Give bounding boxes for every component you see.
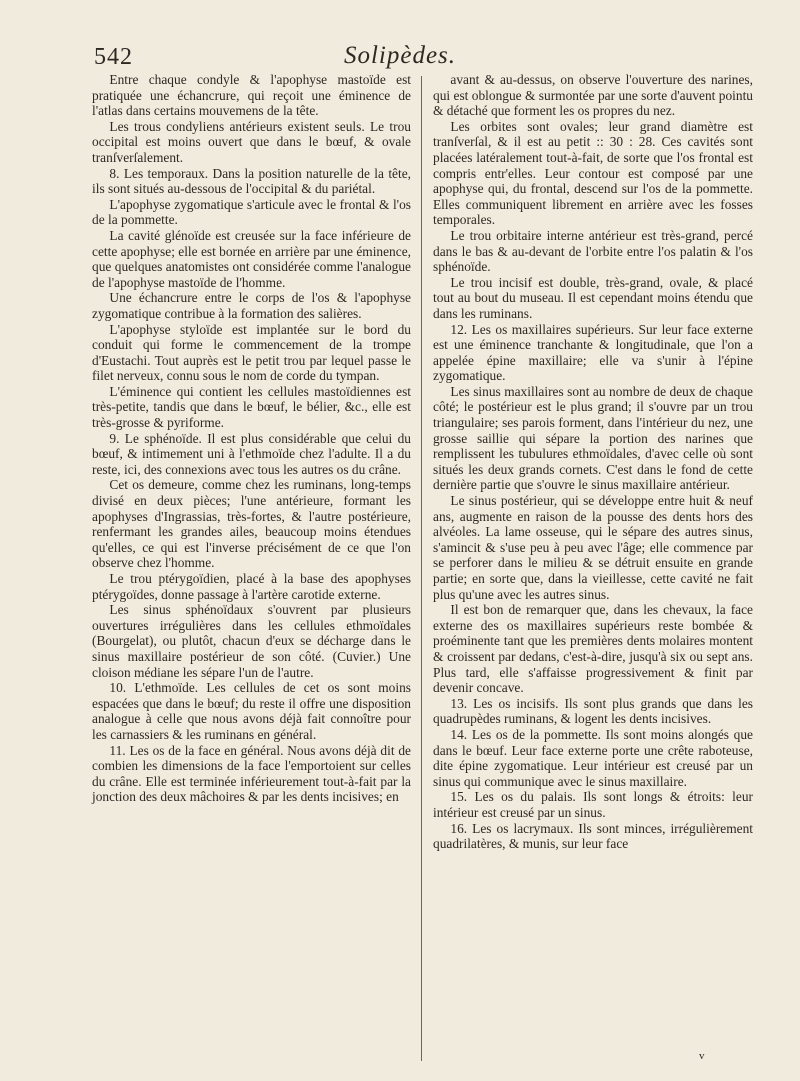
paragraph: Le trou orbitaire interne antérieur est très-grand, percé dans le bas & au-devant de l'orbite entre l'os palatin & l'os sphénoïde.	[433, 227, 753, 275]
paragraph: Les orbites sont ovales; leur grand diamètre est tranſverſal, & il est au petit :: 30 : 28. Ces cavités sont placées latéralement tout-à-fait, de sorte que l'os frontal est compris entr'elles. Leur contour est composé par une apophyse qui, du frontal, descend sur l'os de la pommette. Elles communiquent librement en arrière avec les fosses temporales.	[433, 118, 753, 228]
paragraph: 13. Les os incisifs. Ils sont plus grands que dans les quadrupèdes ruminans, & logent les dents incisives.	[433, 695, 753, 727]
paragraph: 14. Les os de la pommette. Ils sont moins alongés que dans le bœuf. Leur face externe porte une crête raboteuse, dite épine zygomatique. Leur intérieur est creusé par un sinus qui communique avec le sinus maxillaire.	[433, 726, 753, 789]
paragraph: 12. Les os maxillaires supérieurs. Sur leur face externe est une éminence tranchante & longitudinale, que l'on a appelée épine maxillaire; elle va s'unir à l'épine zygomatique.	[433, 321, 753, 384]
paragraph: 10. L'ethmoïde. Les cellules de cet os sont moins espacées que dans le bœuf; du reste il offre une disposition analogue à celle que nous avons déjà fait connoître pour les carnassiers & les ruminans en général.	[92, 680, 411, 742]
paragraph: 16. Les os lacrymaux. Ils sont minces, irrégulièrement quadrilatères, & munis, sur leur face	[433, 820, 753, 852]
paragraph: 8. Les temporaux. Dans la position naturelle de la tête, ils sont situés au-dessous de l'occipital & du pariétal.	[92, 165, 411, 197]
paragraph: Entre chaque condyle & l'apophyse mastoïde est pratiquée une échancrure, qui reçoit une éminence de l'atlas dans certains mouvemens de la tête.	[92, 72, 411, 119]
paragraph: L'apophyse zygomatique s'articule avec le frontal & l'os de la pommette.	[92, 196, 411, 228]
paragraph: 15. Les os du palais. Ils sont longs & étroits: leur intérieur est creusé par un sinus.	[433, 789, 753, 820]
signature-mark: v	[699, 1050, 705, 1062]
page-number: 542	[94, 44, 133, 70]
paragraph: 11. Les os de la face en général. Nous avons déjà dit de combien les dimensions de la face l'emportoient sur celles du crâne. Elle est terminée inférieurement tout-à-fait par la jonction des deux mâchoires & par les dents incisives; en	[92, 742, 411, 805]
paragraph: Cet os demeure, comme chez les ruminans, long-temps divisé en deux pièces; l'une antérieure, formant les apophyses d'Ingrassias, très-fortes, & l'autre postérieure, renfermant les grandes ailes, beaucoup moins étendues qu'elles, ce qui est l'inverse précisément de ce que l'on observe chez l'homme.	[92, 477, 411, 571]
paragraph: Les trous condyliens antérieurs existent seuls. Le trou occipital est moins ouvert que dans le bœuf, & ovale tranſverſalement.	[92, 118, 411, 165]
paragraph: Les sinus sphénoïdaux s'ouvrent par plusieurs ouvertures irrégulières dans les cellules ethmoïdales (Bourgelat), ou plutôt, chacun d'eux se décharge dans le sinus maxillaire postérieur de son côté. (Cuvier.) Une cloison médiane les sépare l'un de l'autre.	[92, 602, 411, 680]
paragraph: 9. Le sphénoïde. Il est plus considérable que celui du bœuf, & intimement uni à l'ethmoïde chez l'adulte. Il a du reste, ici, des connexions avec tous les autres os du crâne.	[92, 430, 411, 477]
paragraph: L'apophyse styloïde est implantée sur le bord du conduit qui forme le commencement de la trompe d'Eustachi. Tout auprès est le petit trou par lequel passe le filet nerveux, connu sous le nom de corde du tympan.	[92, 321, 411, 384]
paragraph: Il est bon de remarquer que, dans les chevaux, la face externe des os maxillaires supérieurs reste bombée & proéminente tant que les premières dents molaires montent & croissent par dedans, c'est-à-dire, jusqu'à six ou sept ans. Plus tard, elle s'affaisse progressivement & finit par devenir concave.	[433, 602, 753, 696]
left-column	[92, 72, 411, 805]
column-rule	[421, 76, 422, 1061]
running-title: Solipèdes.	[343, 42, 457, 69]
paragraph: avant & au-dessus, on observe l'ouverture des narines, qui est oblongue & surmontée par une sorte d'auvent pointu & détaché que forment les os propres du nez.	[433, 72, 753, 119]
paragraph: Une échancrure entre le corps de l'os & l'apophyse zygomatique contribue à la formation des salières.	[92, 290, 411, 321]
paragraph: Le trou incisif est double, très-grand, ovale, & placé tout au bout du museau. Il est cependant moins étendu que dans les ruminans.	[433, 274, 753, 321]
right-column	[433, 72, 753, 852]
paragraph: Le trou ptérygoïdien, placé à la base des apophyses ptérygoïdes, donne passage à l'artère carotide externe.	[92, 571, 411, 602]
paragraph: Le sinus postérieur, qui se développe entre huit & neuf ans, augmente en raison de la pousse des dents hors des alvéoles. La lame osseuse, qui le sépare des autres sinus, s'amincit & s'use peu à peu avec l'âge; elle commence par se perforer dans le milieu & se détruit ensuite en grande partie; en sorte que, dans la vieillesse, cette cavité ne fait plus qu'une avec les autres sinus.	[433, 493, 753, 602]
paragraph: L'éminence qui contient les cellules mastoïdiennes est très-petite, tandis que dans le bœuf, le bélier, &c., elle est très-grosse & pyriforme.	[92, 383, 411, 431]
paragraph: Les sinus maxillaires sont au nombre de deux de chaque côté; le postérieur est le plus grand; il s'ouvre par un trou triangulaire; ses parois forment, dans l'intérieur du nez, une grosse saillie qui sépare la portion des narines que remplissent les tubulures ethmoïdales, d'avec celle où sont situés les deux grands cornets. C'est dans le fond de cette dernière partie que s'ouvre le sinus maxillaire antérieur.	[433, 383, 753, 493]
paragraph: La cavité glénoïde est creusée sur la face inférieure de cette apophyse; elle est bornée en arrière par une éminence, que quelques anatomistes ont considérée comme l'analogue de l'apophyse mastoïde de l'homme.	[92, 227, 411, 290]
